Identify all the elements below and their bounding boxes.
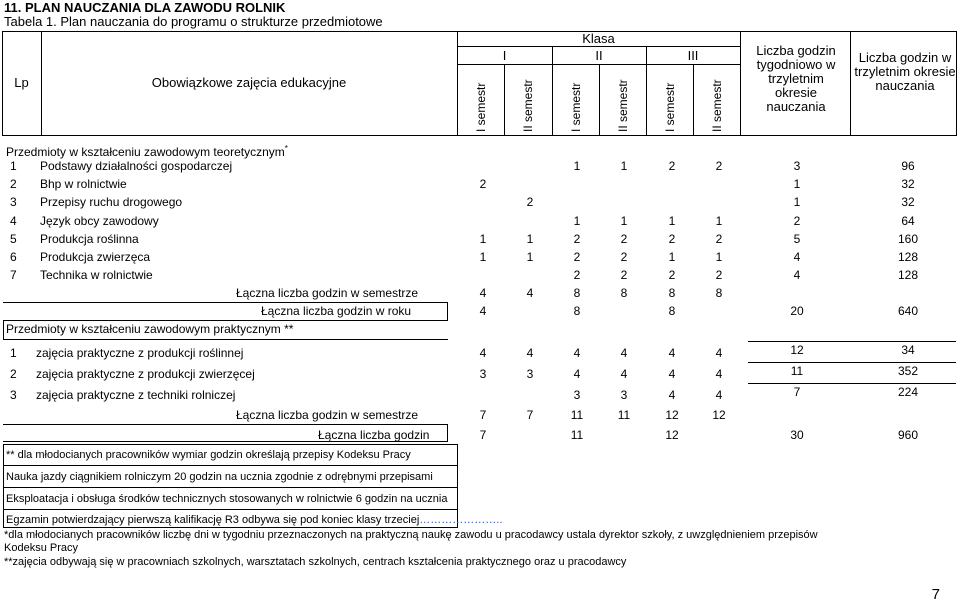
practice-sum-semester-value: 7 xyxy=(479,408,487,422)
theory-row-total: 64 xyxy=(901,213,915,228)
theory-row-semester-value: 2 xyxy=(573,231,581,246)
note-young-workers: ** dla młodocianych pracowników wymiar godzin określają przepisy Kodeksu Pracy xyxy=(6,449,411,461)
theory-row-lp: 3 xyxy=(10,195,17,210)
theory-row-lp: 4 xyxy=(10,213,17,228)
theory-row-semester-value: 1 xyxy=(715,250,723,264)
document-heading: 11. PLAN NAUCZANIA DLA ZAWODU ROLNIK xyxy=(4,0,286,15)
practice-sum-total-2: 11 xyxy=(570,428,584,442)
theory-sum-semester-label: Łączna liczba godzin w semestrze xyxy=(236,286,419,300)
practice-row-semester-value: 4 xyxy=(715,367,723,381)
divider xyxy=(748,362,956,363)
header-semester-6: II semestr xyxy=(710,79,724,132)
practice-row-semester-value: 4 xyxy=(668,388,676,402)
header-class-1: I xyxy=(502,48,507,63)
table-caption: Tabela 1. Plan nauczania do programu o strukturze przedmiotowe xyxy=(4,14,383,29)
theory-row-total: 32 xyxy=(901,195,915,210)
theory-row-weekly: 5 xyxy=(793,231,801,246)
theory-row-semester-value: 1 xyxy=(715,213,723,228)
theory-row-semester-value: 2 xyxy=(573,250,581,264)
theory-sum-year-1: 4 xyxy=(479,304,487,318)
practice-row-semester-value: 4 xyxy=(620,346,628,360)
theory-row-semester-value: 2 xyxy=(715,159,723,173)
theory-row-semester-value: 2 xyxy=(526,195,534,210)
practice-row-semester-value: 4 xyxy=(715,346,723,360)
theory-sum-semester-value: 8 xyxy=(668,286,676,300)
practice-row-semester-value: 4 xyxy=(668,346,676,360)
theory-row-name: Produkcja zwierzęca xyxy=(40,250,151,264)
practice-row-total: 352 xyxy=(897,364,919,378)
practice-row-name: zajęcia praktyczne z produkcji zwierzęcej xyxy=(36,367,255,381)
theory-row-semester-value: 2 xyxy=(573,268,581,283)
header-semester-5: I semestr xyxy=(663,82,677,132)
practice-row-weekly: 11 xyxy=(790,364,804,378)
theory-row-semester-value: 1 xyxy=(620,213,628,228)
theory-row-semester-value: 1 xyxy=(668,213,676,228)
header-total-hours: Liczba godzin w trzyletnim okresie nauczania xyxy=(854,50,956,93)
header-class-3: III xyxy=(687,48,699,63)
theory-row-semester-value: 2 xyxy=(620,231,628,246)
theory-row-semester-value: 2 xyxy=(668,159,676,173)
header-weekly-hours: Liczba godzin tygodniowo w trzyletnim okresie nauczania xyxy=(756,43,836,114)
theory-row-semester-value: 2 xyxy=(715,268,723,283)
practice-sum-semester-value: 11 xyxy=(570,408,584,422)
header-klasa: Klasa xyxy=(582,31,615,46)
theory-row-name: Przepisy ruchu drogowego xyxy=(40,195,183,210)
practice-row-semester-value: 4 xyxy=(715,388,723,402)
theory-row-lp: 5 xyxy=(10,231,17,246)
theory-row-total: 128 xyxy=(897,268,919,283)
theory-row-semester-value: 2 xyxy=(668,231,676,246)
note-exam: Egzamin potwierdzający pierwszą kalifikację R3 odbywa się pod koniec klasy trzeciej………………….. xyxy=(6,514,503,526)
practice-row-semester-value: 4 xyxy=(573,346,581,360)
note-tractor-driving: Nauka jazdy ciągnikiem rolniczym 20 godzin na ucznia zgodnie z odrębnymi przepisami xyxy=(6,471,433,483)
practice-sum-semester-value: 12 xyxy=(665,408,679,422)
practice-sum-total-total: 960 xyxy=(897,428,919,442)
practice-row-semester-value: 4 xyxy=(526,346,534,360)
practice-row-semester-value: 3 xyxy=(573,388,581,402)
practice-row-semester-value: 3 xyxy=(620,388,628,402)
practice-sum-semester-value: 11 xyxy=(617,408,631,422)
practice-sum-semester-value: 12 xyxy=(712,408,726,422)
theory-row-weekly: 1 xyxy=(793,195,801,210)
theory-row-weekly: 4 xyxy=(793,250,801,264)
practice-row-weekly: 12 xyxy=(790,343,804,357)
divider xyxy=(748,341,956,342)
note-equipment: Eksploatacja i obsługa środków technicznych stosowanych w rolnictwie 6 godzin na ucznia xyxy=(6,493,448,505)
theory-row-semester-value: 1 xyxy=(526,231,534,246)
theory-row-lp: 7 xyxy=(10,268,17,283)
practice-sum-total-label: Łączna liczba godzin xyxy=(318,428,430,442)
theory-sum-year-total: 640 xyxy=(897,304,919,318)
theory-sum-semester-value: 8 xyxy=(620,286,628,300)
theory-row-name: Podstawy działalności gospodarczej xyxy=(40,159,233,173)
practice-sum-total-1: 7 xyxy=(479,428,487,442)
practice-row-semester-value: 4 xyxy=(620,367,628,381)
practice-sum-total-weekly: 30 xyxy=(790,428,804,442)
divider xyxy=(693,64,694,136)
theory-row-weekly: 4 xyxy=(793,268,801,283)
practice-row-lp: 1 xyxy=(10,346,17,360)
practice-row-semester-value: 3 xyxy=(526,367,534,381)
theory-row-name: Bhp w rolnictwie xyxy=(40,177,127,192)
theory-row-semester-value: 2 xyxy=(668,268,676,283)
theory-row-total: 96 xyxy=(901,159,915,173)
theory-sum-semester-value: 4 xyxy=(526,286,534,300)
theory-sum-year-3: 8 xyxy=(668,304,676,318)
practice-row-total: 34 xyxy=(901,343,915,357)
theory-row-semester-value: 1 xyxy=(526,250,534,264)
practice-row-semester-value: 4 xyxy=(479,346,487,360)
header-lp: Lp xyxy=(14,75,29,90)
practice-row-total: 224 xyxy=(897,385,919,399)
divider xyxy=(748,383,956,384)
theory-row-semester-value: 1 xyxy=(479,250,487,264)
theory-row-name: Język obcy zawodowy xyxy=(40,213,159,228)
theory-row-semester-value: 1 xyxy=(620,159,628,173)
practice-row-semester-value: 4 xyxy=(668,367,676,381)
divider xyxy=(457,46,740,47)
theory-row-weekly: 3 xyxy=(793,159,801,173)
header-semester-2: II semestr xyxy=(521,79,535,132)
theory-sum-year-label: Łączna liczba godzin w roku xyxy=(261,304,412,318)
practice-sum-total-3: 12 xyxy=(665,428,679,442)
theory-row-semester-value: 2 xyxy=(479,177,487,192)
theory-row-name: Technika w rolnictwie xyxy=(40,268,153,283)
header-semester-1: I semestr xyxy=(474,82,488,132)
header-subjects: Obowiązkowe zajęcia edukacyjne xyxy=(151,75,347,90)
theory-row-semester-value: 1 xyxy=(668,250,676,264)
theory-row-lp: 6 xyxy=(10,250,17,264)
divider xyxy=(850,31,851,136)
practice-sum-semester-value: 7 xyxy=(526,408,534,422)
header-semester-4: II semestr xyxy=(616,79,630,132)
practice-row-semester-value: 3 xyxy=(479,367,487,381)
practice-row-lp: 3 xyxy=(10,388,17,402)
theory-row-semester-value: 1 xyxy=(573,159,581,173)
practice-row-weekly: 7 xyxy=(793,385,801,399)
divider xyxy=(740,31,741,136)
footnote-2: **zajęcia odbywają się w pracowniach szkolnych, warsztatach szkolnych, centrach kształcenia praktycznego oraz u pracodawcy xyxy=(4,556,627,568)
divider xyxy=(504,64,505,136)
theory-row-total: 32 xyxy=(901,177,915,192)
practice-row-name: zajęcia praktyczne z produkcji roślinnej xyxy=(36,346,244,360)
theory-row-semester-value: 2 xyxy=(620,250,628,264)
theory-row-semester-value: 2 xyxy=(620,268,628,283)
theory-row-lp: 1 xyxy=(10,159,17,173)
theory-row-name: Produkcja roślinna xyxy=(40,231,139,246)
theory-row-weekly: 1 xyxy=(793,177,801,192)
theory-row-semester-value: 1 xyxy=(573,213,581,228)
header-semester-3: I semestr xyxy=(569,82,583,132)
footnote-1: *dla młodocianych pracowników liczbę dni w tygodniu przeznaczonych na praktyczną naukę zawodu u pracodawcy ustala dyrektor szkoły, z uwzględnieniem przepisów xyxy=(4,529,818,541)
theory-row-semester-value: 1 xyxy=(479,231,487,246)
practice-row-lp: 2 xyxy=(10,367,17,381)
theory-row-semester-value: 2 xyxy=(715,231,723,246)
practice-row-semester-value: 4 xyxy=(573,367,581,381)
divider xyxy=(599,64,600,136)
theory-sum-year-weekly: 20 xyxy=(790,304,804,318)
theory-row-total: 160 xyxy=(897,231,919,246)
theory-row-lp: 2 xyxy=(10,177,17,192)
footnote-1-cont: Kodeksu Pracy xyxy=(4,542,78,554)
practice-row-name: zajęcia praktyczne z techniki rolniczej xyxy=(36,388,236,402)
header-class-2: II xyxy=(595,48,603,63)
theory-sum-semester-value: 8 xyxy=(715,286,723,300)
theory-sum-year-2: 8 xyxy=(573,304,581,318)
theory-row-total: 128 xyxy=(897,250,919,264)
page-number: 7 xyxy=(931,586,940,603)
theory-sum-semester-value: 4 xyxy=(479,286,487,300)
section-title-practice: Przedmioty w kształceniu zawodowym praktycznym ** xyxy=(6,322,294,336)
practice-sum-semester-label: Łączna liczba godzin w semestrze xyxy=(236,408,419,422)
theory-row-weekly: 2 xyxy=(793,213,801,228)
section-title-theory: Przedmioty w kształceniu zawodowym teoretycznym* xyxy=(6,144,288,159)
theory-sum-semester-value: 8 xyxy=(573,286,581,300)
